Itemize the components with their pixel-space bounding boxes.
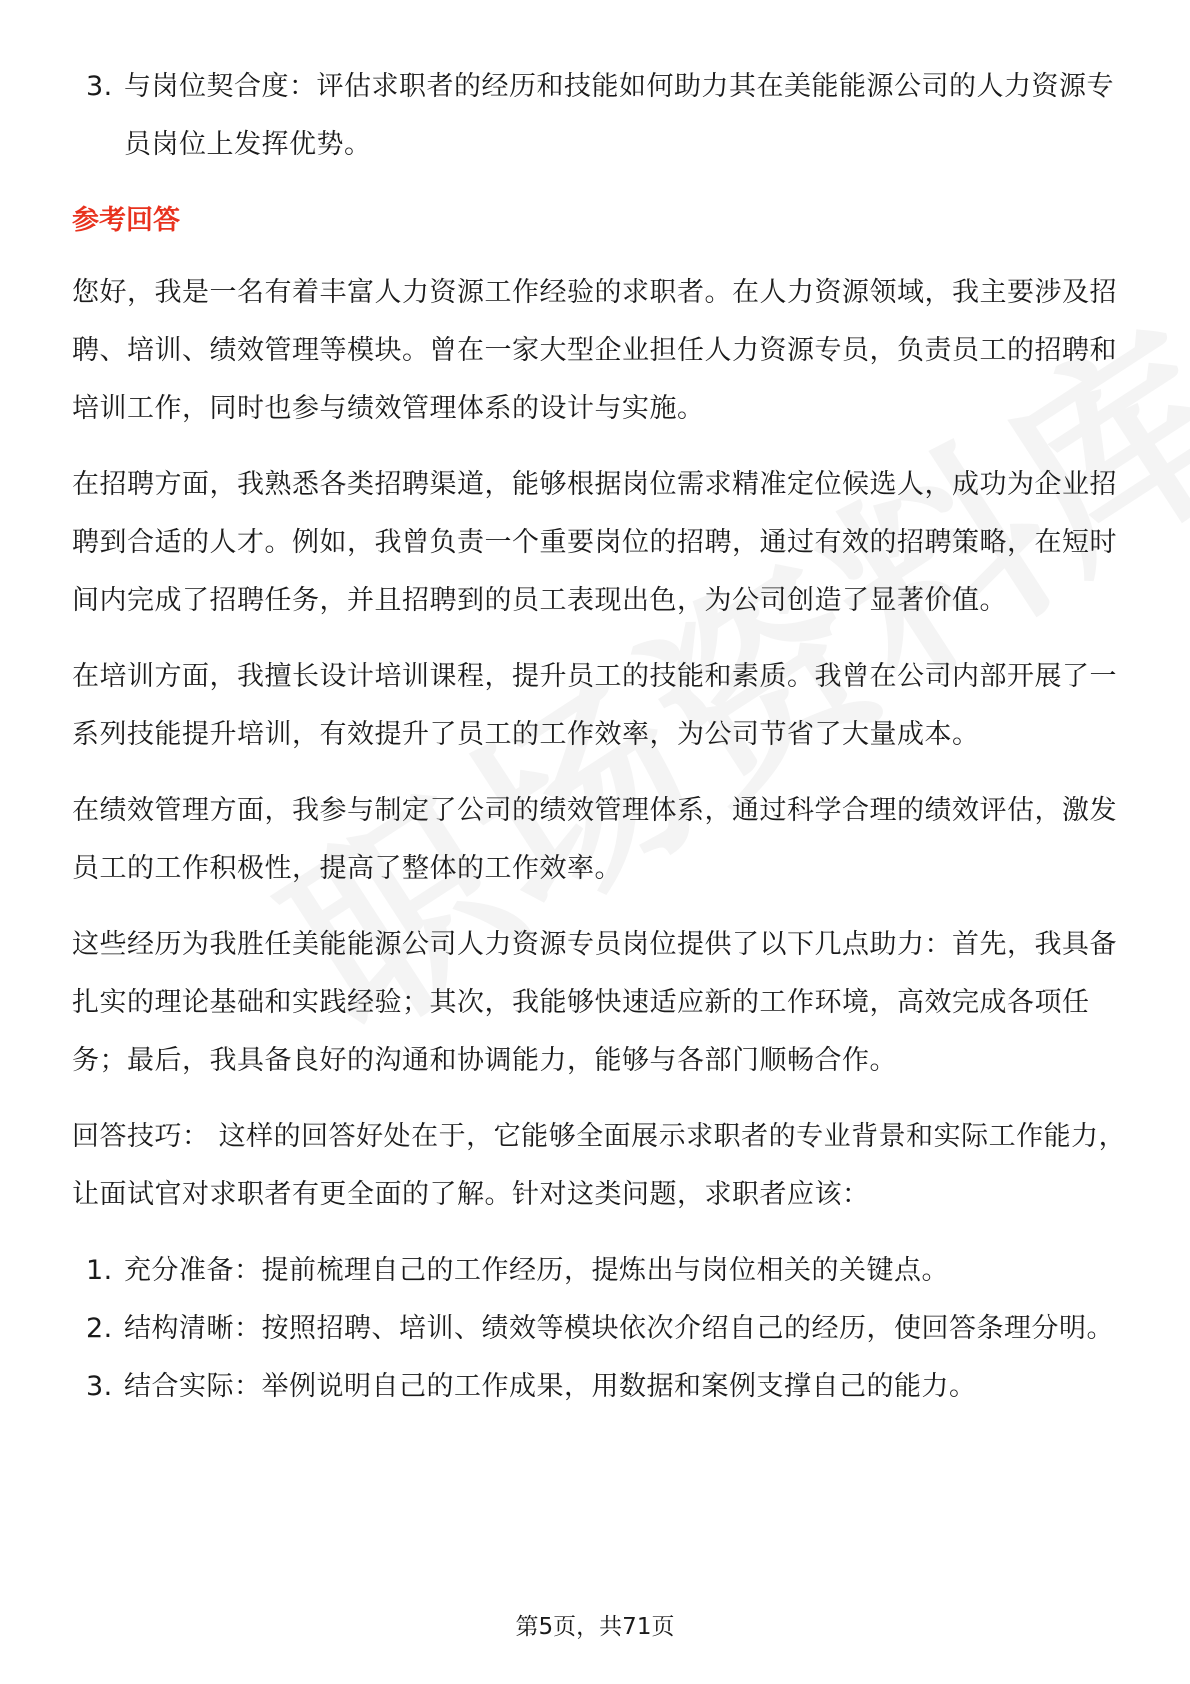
list-item	[72, 1358, 1132, 1416]
list-item-number: 2.	[86, 1313, 113, 1344]
list-item-number: 3.	[86, 1371, 113, 1402]
list-item	[72, 58, 1132, 174]
list-item-text: 结合实际：举例说明自己的工作成果，用数据和案例支撑自己的能力。	[124, 1371, 977, 1402]
list-item-text: 结构清晰：按照招聘、培训、绩效等模块依次介绍自己的经历，使回答条理分明。	[124, 1313, 1114, 1344]
list-item-number: 3.	[86, 71, 113, 102]
answer-tips-intro: 回答技巧： 这样的回答好处在于，它能够全面展示求职者的专业背景和实际工作能力，让面试官对求职者有更全面的了解。针对这类问题，求职者应该：	[72, 1121, 1127, 1210]
page-content	[72, 58, 1132, 1434]
list-item-text: 充分准备：提前梳理自己的工作经历，提炼出与岗位相关的关键点。	[124, 1255, 949, 1286]
page-footer: 第5页，共71页	[515, 1614, 675, 1640]
section-title: 参考回答	[72, 205, 180, 236]
list-item	[72, 1242, 1132, 1300]
list-item-text: 与岗位契合度：评估求职者的经历和技能如何助力其在美能能源公司的人力资源专员岗位上发挥优势。	[124, 71, 1114, 160]
list-item	[72, 1300, 1132, 1358]
answer-paragraph-training: 在培训方面，我擅长设计培训课程，提升员工的技能和素质。我曾在公司内部开展了一系列技能提升培训，有效提升了员工的工作效率，为公司节省了大量成本。	[72, 661, 1117, 750]
answer-paragraph-intro: 您好，我是一名有着丰富人力资源工作经验的求职者。在人力资源领域，我主要涉及招聘、培训、绩效管理等模块。曾在一家大型企业担任人力资源专员，负责员工的招聘和培训工作，同时也参与绩效管理体系的设计与实施。	[72, 277, 1117, 424]
answer-paragraph-summary: 这些经历为我胜任美能能源公司人力资源专员岗位提供了以下几点助力：首先，我具备扎实的理论基础和实践经验；其次，我能够快速适应新的工作环境，高效完成各项任务；最后，我具备良好的沟通和协调能力，能够与各部门顺畅合作。	[72, 929, 1117, 1076]
evaluation-list	[72, 58, 1132, 174]
answer-paragraph-performance: 在绩效管理方面，我参与制定了公司的绩效管理体系，通过科学合理的绩效评估，激发员工的工作积极性，提高了整体的工作效率。	[72, 795, 1117, 884]
answer-paragraph-recruiting: 在招聘方面，我熟悉各类招聘渠道，能够根据岗位需求精准定位候选人，成功为企业招聘到合适的人才。例如，我曾负责一个重要岗位的招聘，通过有效的招聘策略，在短时间内完成了招聘任务，并且招聘到的员工表现出色，为公司创造了显著价值。	[72, 469, 1117, 616]
list-item-number: 1.	[86, 1255, 113, 1286]
tips-list	[72, 1242, 1132, 1416]
